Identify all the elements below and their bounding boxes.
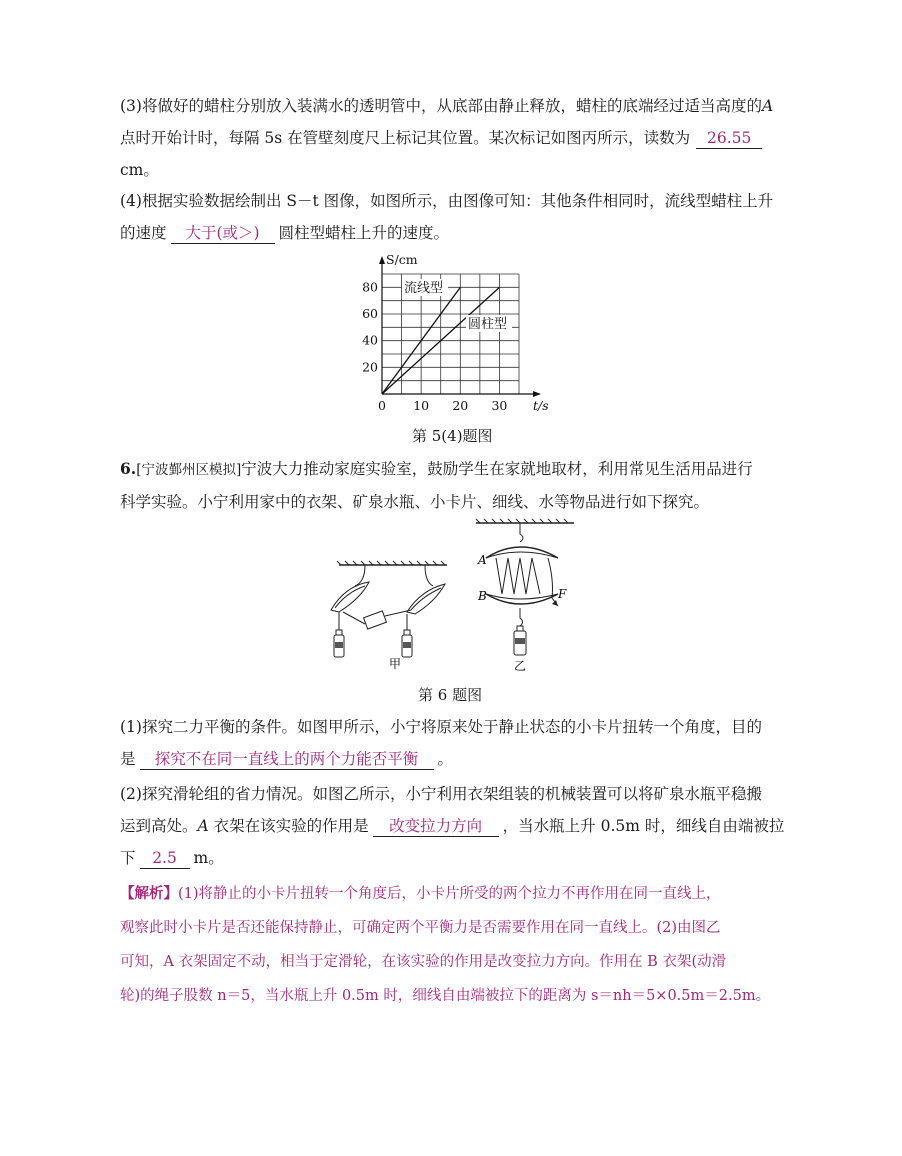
q6-part2-text2: 运到高处。	[120, 817, 198, 835]
q5-part3-text3: cm。	[120, 161, 159, 179]
x-tick-label: 0	[378, 398, 386, 413]
analysis-line3	[120, 952, 726, 972]
figure-jia-two-force-balance	[325, 560, 460, 670]
figure-yi-pulley-system	[470, 518, 580, 678]
series-label-streamlined: 流线型	[404, 281, 444, 296]
y-axis-arrow	[379, 256, 385, 264]
label-yi: 乙	[514, 659, 527, 673]
q6-intro-line2	[120, 492, 709, 512]
label-a: A	[478, 553, 487, 567]
q5-part3-line2	[120, 128, 762, 149]
q5-part3-text1: (3)将做好的蜡柱分别放入装满水的透明管中，从底部由静止释放，蜡柱的底端经过适当高度的	[120, 97, 762, 115]
analysis-text4: 轮)的绳子股数 n＝5，当水瓶上升 0.5m 时，细线自由端被拉下的距离为 s＝nh＝5×0.5m＝2.5m。	[120, 988, 771, 1004]
y-tick-label: 60	[362, 306, 378, 321]
q6-part1-text2: 是	[120, 750, 136, 768]
series-label-cylindrical: 圆柱型	[468, 317, 508, 332]
y-tick-label: 20	[362, 359, 378, 375]
q6-part1-text3: 。	[437, 750, 454, 768]
q6-part1-line1	[120, 717, 762, 737]
q6-part2-line1	[120, 784, 762, 804]
q6-part2-text3: 衣架在该实验的作用是	[208, 817, 369, 835]
y-tick-label: 40	[362, 332, 378, 348]
label-jia: 甲	[389, 657, 402, 670]
q6-intro-text1: 宁波大力推动家庭实验室，鼓励学生在家就地取材，利用常见生活用品进行	[241, 460, 753, 478]
q5-part3-line3	[120, 160, 159, 180]
y-axis-label: S/cm	[386, 252, 418, 267]
q6-intro-line1	[120, 459, 753, 480]
q5-part4-line1	[120, 191, 773, 211]
q6-part2-a-label: A	[197, 817, 209, 835]
analysis-text3: 可知，A 衣架固定不动，相当于定滑轮，在该实验的作用是改变拉力方向。作用在 B 衣架(动滑	[120, 954, 727, 970]
analysis-tag: 【解析】	[120, 885, 178, 902]
q6-number: 6.	[120, 459, 137, 478]
q5-part3-line1	[120, 96, 773, 116]
q6-part2-line2	[120, 816, 784, 837]
label-b: B	[478, 589, 487, 603]
q5-part4-answer: 大于(或＞)	[171, 223, 275, 244]
q6-part1-answer: 探究不在同一直线上的两个力能否平衡	[140, 749, 434, 770]
x-tick-label: 10	[413, 398, 430, 413]
q5-part4-line2	[120, 223, 449, 244]
q5-part4-text3: 圆柱型蜡柱上升的速度。	[278, 224, 450, 242]
q6-part2-text6: m。	[193, 849, 224, 867]
q6-intro-text2: 科学实验。小宁利用家中的衣架、矿泉水瓶、小卡片、细线、水等物品进行如下探究。	[120, 493, 710, 511]
q5-part4-text1: (4)根据实验数据绘制出 S－t 图像，如图所示，由图像可知：其他条件相同时，流线型蜡柱上升	[120, 192, 774, 210]
q6-part1-line2	[120, 749, 453, 770]
y-tick-label: 80	[362, 279, 378, 295]
analysis-line1	[120, 884, 721, 904]
q6-part1-text1: (1)探究二力平衡的条件。如图甲所示，小宁将原来处于静止状态的小卡片扭转一个角度，目的	[120, 718, 762, 736]
analysis-line4	[120, 986, 770, 1006]
x-axis-arrow	[533, 391, 541, 397]
point-a-label: A	[761, 97, 774, 115]
q5-part3-text2: 点时开始计时，每隔 5s 在管壁刻度尺上标记其位置。某次标记如图丙所示，读数为	[120, 129, 691, 147]
analysis-text2: 观察此时小卡片是否还能保持静止，可确定两个平衡力是否需要作用在同一直线上。(2)由图乙	[120, 920, 721, 936]
x-axis-label: t/s	[533, 398, 549, 413]
x-tick-label: 20	[452, 398, 469, 413]
q6-source: [宁波鄞州区模拟]	[136, 462, 242, 478]
q6-part2-line3	[120, 848, 224, 869]
x-tick-label: 30	[491, 398, 508, 413]
analysis-text1: (1)将静止的小卡片扭转一个角度后，小卡片所受的两个拉力不再作用在同一直线上，	[178, 886, 721, 902]
s-t-graph	[352, 252, 552, 417]
q6-part2-answer1: 改变拉力方向	[373, 816, 499, 837]
q6-part2-text4: ，当水瓶上升 0.5m 时，细线自由端被拉	[502, 817, 785, 835]
figure-5-4-caption: 第 5(4)题图	[412, 427, 493, 445]
figure-6-caption: 第 6 题图	[418, 686, 483, 704]
q5-part3-answer: 26.55	[696, 128, 762, 149]
q6-part2-answer2: 2.5	[140, 848, 190, 869]
label-f: F	[558, 587, 567, 601]
analysis-line2	[120, 918, 721, 938]
q5-part4-text2: 的速度	[120, 224, 167, 242]
q6-part2-text1: (2)探究滑轮组的省力情况。如图乙所示，小宁利用衣架组装的机械装置可以将矿泉水瓶平稳搬	[120, 785, 762, 803]
q6-part2-text5: 下	[120, 849, 136, 867]
